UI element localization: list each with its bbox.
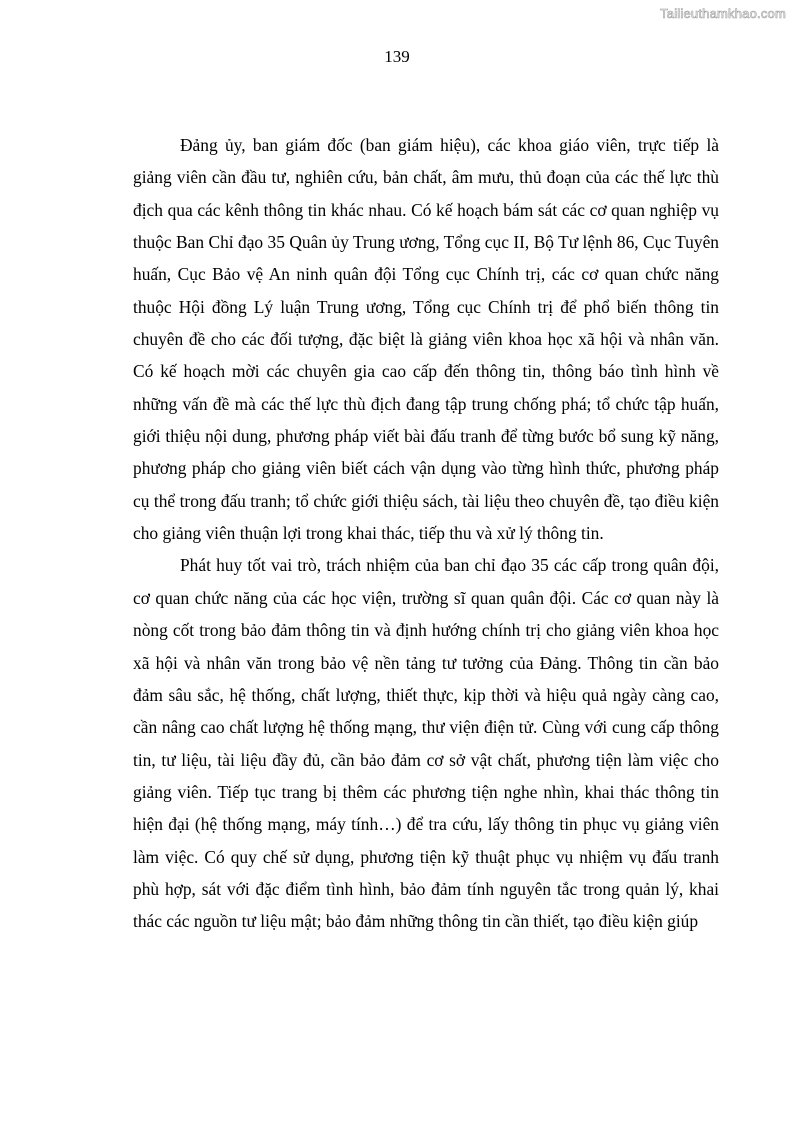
paragraph-1: Đảng ủy, ban giám đốc (ban giám hiệu), các khoa giáo viên, trực tiếp là giảng viên cần đầu tư, nghiên cứu, bản chất, âm mưu, thủ đoạn của các thế lực thù địch qua các kênh thông tin khác nhau. Có kế hoạch bám sát các cơ quan nghiệp vụ thuộc Ban Chỉ đạo 35 Quân ủy Trung ương, Tổng cục II, Bộ Tư lệnh 86, Cục Tuyên huấn, Cục Bảo vệ An ninh quân đội Tổng cục Chính trị, các cơ quan chức năng thuộc Hội đồng Lý luận Trung ương, Tổng cục Chính trị để phổ biến thông tin chuyên đề cho các đối tượng, đặc biệt là giảng viên khoa học xã hội và nhân văn. Có kế hoạch mời các chuyên gia cao cấp đến thông tin, thông báo tình hình về những vấn đề mà các thế lực thù địch đang tập trung chống phá; tổ chức tập huấn, giới thiệu nội dung, phương pháp viết bài đấu tranh để từng bước bổ sung kỹ năng, phương pháp cho giảng viên biết cách vận dụng vào từng hình thức, phương pháp cụ thể trong đấu tranh; tổ chức giới thiệu sách, tài liệu theo chuyên đề, tạo điều kiện cho giảng viên thuận lợi trong khai thác, tiếp thu và xử lý thông tin. — [133, 135, 719, 544]
page-number: 139 — [384, 47, 410, 66]
paragraph-2: Phát huy tốt vai trò, trách nhiệm của ban chỉ đạo 35 các cấp trong quân đội, cơ quan chức năng của các học viện, trường sĩ quan quân đội. Các cơ quan này là nòng cốt trong bảo đảm thông tin và định hướng chính trị cho giảng viên khoa học xã hội và nhân văn trong bảo vệ nền tảng tư tưởng của Đảng. Thông tin cần bảo đảm sâu sắc, hệ thống, chất lượng, thiết thực, kịp thời và hiệu quả ngày càng cao, cần nâng cao chất lượng hệ thống mạng, thư viện điện tử. Cùng với cung cấp thông tin, tư liệu, tài liệu đầy đủ, cần bảo đảm cơ sở vật chất, phương tiện làm việc cho giảng viên. Tiếp tục trang bị thêm các phương tiện nghe nhìn, khai thác thông tin hiện đại (hệ thống mạng, máy tính…) để tra cứu, lấy thông tin phục vụ giảng viên làm việc. Có quy chế sử dụng, phương tiện kỹ thuật phục vụ nhiệm vụ đấu tranh phù hợp, sát với đặc điểm tình hình, bảo đảm tính nguyên tắc trong quản lý, khai thác các nguồn tư liệu mật; bảo đảm những thông tin cần thiết, tạo điều kiện giúp — [133, 555, 719, 932]
document-body — [133, 129, 719, 938]
watermark: Tailieuthamkhao.com — [660, 6, 786, 21]
